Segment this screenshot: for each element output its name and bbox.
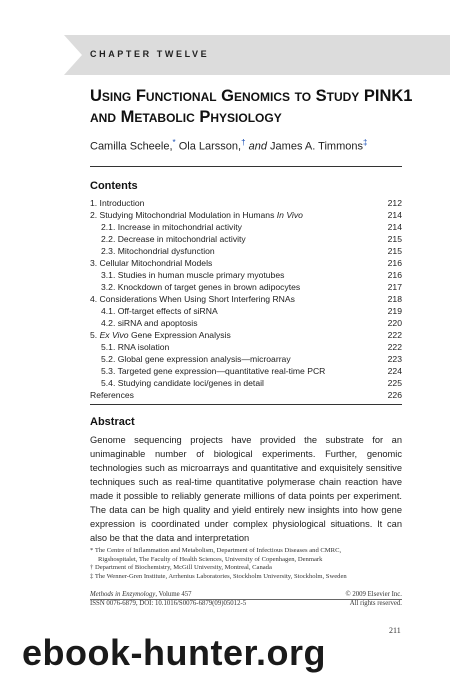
toc-entry[interactable] <box>90 257 402 269</box>
toc-entry[interactable] <box>90 209 402 221</box>
toc-entry-label: 3. Cellular Mitochondrial Models <box>90 258 213 268</box>
toc-entry-page: 219 <box>387 306 402 316</box>
affiliation-mark[interactable]: ‡ <box>362 138 368 147</box>
toc-entry-label: 3.2. Knockdown of target genes in brown adipocytes <box>101 282 301 292</box>
toc-entry-page: 214 <box>387 210 402 220</box>
chapter-title: Using Functional Genomics to Study PINK1 and Metabolic Physiology <box>90 87 413 126</box>
toc-entry-label: 4.1. Off-target effects of siRNA <box>101 306 218 316</box>
footnote: Rigshospitalet, The Faculty of Health Sciences, University of Copenhagen, Denmark <box>98 555 323 563</box>
toc-entry[interactable] <box>90 341 402 353</box>
toc-entry-page: 212 <box>387 198 402 208</box>
rights: All rights reserved. <box>349 600 402 607</box>
toc-entry[interactable] <box>90 305 402 317</box>
toc-entry-page: 217 <box>387 282 402 292</box>
author-name: Ola Larsson, <box>178 140 242 153</box>
toc-entry-label: 5.2. Global gene expression analysis—microarray <box>101 354 291 364</box>
toc-entry-label: 2.3. Mitochondrial dysfunction <box>101 246 215 256</box>
toc-entry-page: 222 <box>387 342 402 352</box>
toc-entry-page: 223 <box>387 354 402 364</box>
affiliation-footnotes <box>90 547 410 581</box>
toc-entry[interactable] <box>90 329 402 341</box>
author-line <box>90 138 367 153</box>
chapter-banner-notch <box>64 35 82 75</box>
toc-entry[interactable] <box>90 197 402 209</box>
affiliation-mark[interactable]: * <box>172 138 176 147</box>
toc-entry-label: References <box>90 390 134 400</box>
table-of-contents <box>90 197 402 401</box>
toc-entry[interactable] <box>90 245 402 257</box>
toc-entry[interactable] <box>90 269 402 281</box>
affiliation-mark[interactable]: † <box>241 138 246 147</box>
toc-entry[interactable] <box>90 281 402 293</box>
toc-entry-label: 1. Introduction <box>90 198 145 208</box>
toc-entry[interactable] <box>90 377 402 389</box>
toc-entry-page: 214 <box>387 222 402 232</box>
toc-entry[interactable] <box>90 221 402 233</box>
toc-entry-page: 224 <box>387 366 402 376</box>
toc-entry[interactable] <box>90 353 402 365</box>
toc-entry-label: 2.1. Increase in mitochondrial activity <box>101 222 242 232</box>
author-name: James A. Timmons <box>270 140 363 153</box>
journal-series: Methods in Enzymology <box>90 591 156 598</box>
abstract-heading: Abstract <box>90 416 135 428</box>
toc-entry-label: 5.1. RNA isolation <box>101 342 170 352</box>
toc-entry-page: 222 <box>387 330 402 340</box>
toc-entry[interactable] <box>90 389 402 401</box>
toc-entry-label: 4.2. siRNA and apoptosis <box>101 318 198 328</box>
footnote: * The Centre of Inflammation and Metabolism, Department of Infectious Diseases and CMRC, <box>90 547 342 554</box>
abstract-text: Genome sequencing projects have provided the substrate for an unimaginable number of biological experiments. Further, genomic technologies such as microarrays and quantitative and exquisitely sensitive techniques such as real-time quantitative polymerase chain reaction have made it possible to reliably generate millions of data points per experiment. The data can be high quality and yield entirely new insights into how gene expression is coordinated under complex physiological situations. It can also be that the data and interpretation <box>90 435 402 543</box>
toc-entry[interactable] <box>90 365 402 377</box>
toc-entry-page: 215 <box>387 246 402 256</box>
toc-entry-label: 2. Studying Mitochondrial Modulation in Humans In Vivo <box>90 210 303 220</box>
toc-entry-label: 3.1. Studies in human muscle primary myotubes <box>101 270 285 280</box>
toc-entry-page: 216 <box>387 258 402 268</box>
toc-entry-page: 215 <box>387 234 402 244</box>
toc-entry[interactable] <box>90 293 402 305</box>
contents-divider <box>90 404 402 405</box>
author-name: Camilla Scheele, <box>90 140 173 153</box>
page-number: 211 <box>389 626 401 635</box>
toc-entry[interactable] <box>90 317 402 329</box>
footnote: † Department of Biochemistry, McGill University, Montreal, Canada <box>90 564 272 571</box>
toc-entry-page: 225 <box>387 378 402 388</box>
toc-entry-label: 5. Ex Vivo Gene Expression Analysis <box>90 330 231 340</box>
toc-entry-page: 226 <box>387 390 402 400</box>
author-conjunction: and <box>248 140 267 153</box>
chapter-label: CHAPTER TWELVE <box>90 49 210 59</box>
toc-entry-label: 5.3. Targeted gene expression—quantitative real-time PCR <box>101 366 326 376</box>
toc-entry-label: 4. Considerations When Using Short Interfering RNAs <box>90 294 295 304</box>
journal-divider <box>90 599 402 600</box>
watermark-logo: ebook-hunter.org <box>22 632 326 673</box>
toc-entry-page: 218 <box>387 294 402 304</box>
toc-entry-label: 5.4. Studying candidate loci/genes in detail <box>101 378 264 388</box>
toc-entry-page: 216 <box>387 270 402 280</box>
header-divider <box>90 166 402 167</box>
toc-entry-page: 220 <box>387 318 402 328</box>
issn-doi[interactable]: ISSN 0076-6879, DOI: 10.1016/S0076-6879(09)05012-5 <box>90 600 247 607</box>
journal-volume: , Volume 457 <box>155 591 192 598</box>
toc-entry-label: 2.2. Decrease in mitochondrial activity <box>101 234 246 244</box>
footnote: ‡ The Wenner-Gren Institute, Arrhenius Laboratories, Stockholm University, Stockholm, Sweden <box>90 572 347 580</box>
toc-entry[interactable] <box>90 233 402 245</box>
contents-heading: Contents <box>90 180 138 192</box>
copyright: © 2009 Elsevier Inc. <box>345 591 402 598</box>
